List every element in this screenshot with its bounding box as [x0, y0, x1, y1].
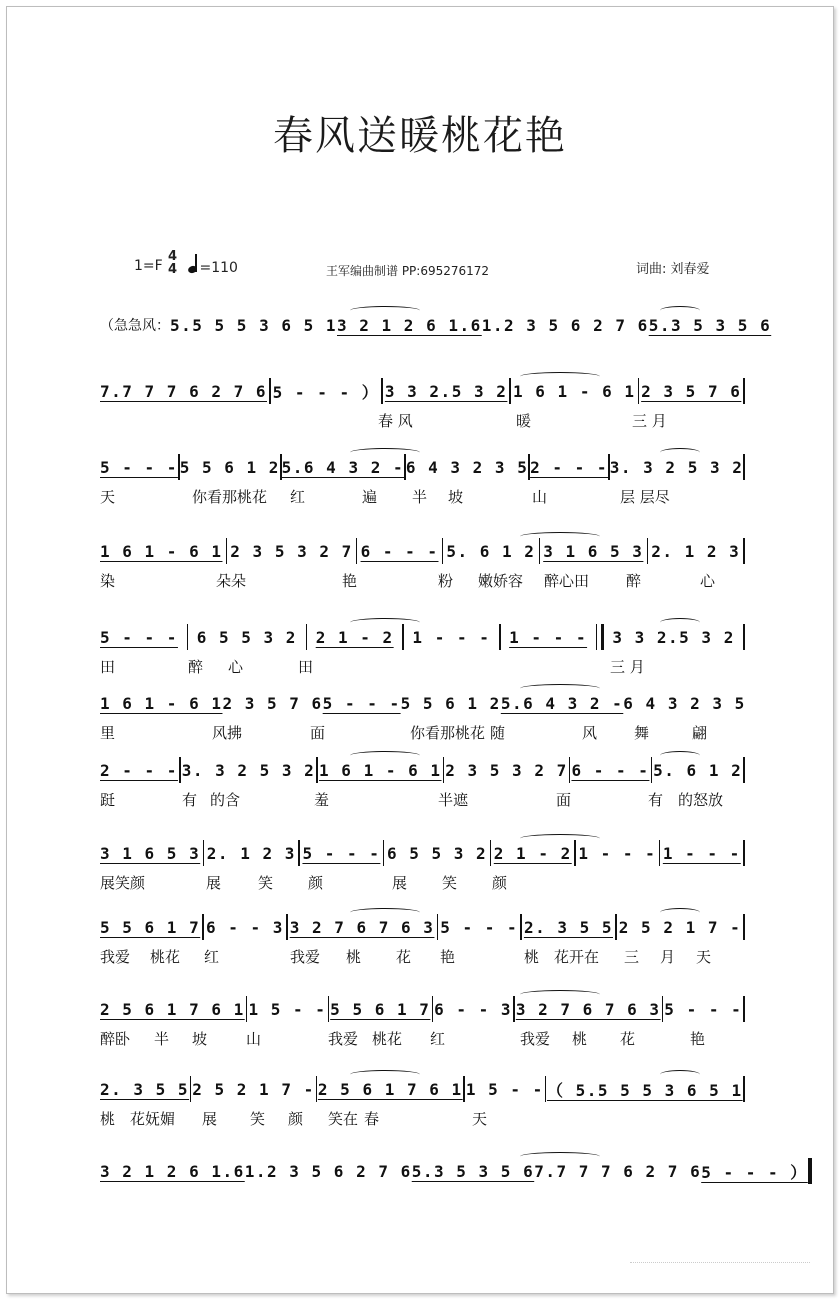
- lyric-word: 花: [396, 948, 412, 966]
- slur-arc: [520, 990, 600, 999]
- measure-notes: 5 - - -: [100, 457, 178, 477]
- measure-notes: 7.7 7 7 6 2 7 6: [534, 1161, 702, 1181]
- lyric-word: 我爱: [520, 1030, 551, 1048]
- measure-notes: 2 3 5 7 6: [222, 693, 323, 713]
- slur-arc: [520, 1152, 600, 1161]
- measure-notes: 2 3 5 3 2 7: [230, 541, 353, 561]
- lyric-word: 有: [182, 791, 198, 809]
- measure-notes: 2. 1 2 3: [651, 541, 741, 561]
- note-row: [100, 840, 745, 866]
- barline: [539, 538, 541, 564]
- barline: [442, 538, 444, 564]
- score-line: [100, 914, 745, 984]
- lyric-word: 春 风: [378, 412, 413, 430]
- note-row: [100, 757, 745, 783]
- lyric-word: 田: [100, 658, 116, 676]
- lyric-word: 红: [290, 488, 306, 506]
- barline: [246, 996, 248, 1022]
- lyric-row: [100, 656, 745, 676]
- tempo-value: =110: [199, 260, 238, 276]
- measure-notes: 5 - - -: [440, 917, 519, 937]
- lyric-word: 坡: [448, 488, 464, 506]
- slur-arc: [520, 532, 600, 541]
- measure-notes: 2. 1 2 3: [206, 843, 296, 863]
- note-row: [100, 312, 772, 338]
- note-row: [100, 1158, 808, 1184]
- barline: [306, 624, 308, 650]
- lyric-word: 桃: [524, 948, 540, 966]
- slur-arc: [520, 834, 600, 843]
- measure-notes: 1 - - -: [578, 843, 657, 863]
- lyric-word: 我爱: [328, 1030, 359, 1048]
- time-signature-top: 4: [168, 249, 178, 264]
- slur-arc: [660, 908, 700, 917]
- measure-notes: 3 1 6 5 3: [543, 541, 644, 561]
- measure-notes: 1.2 3 5 6 2 7 6: [244, 1161, 412, 1181]
- lyric-word: 的怒放: [678, 791, 724, 809]
- intro-marking: （急急风：: [100, 318, 170, 334]
- lyric-word: 醉: [188, 658, 204, 676]
- note-row: [100, 914, 745, 940]
- measure-notes: 5 5 6 1 2: [179, 457, 280, 477]
- lyric-word: 桃: [572, 1030, 588, 1048]
- lyric-word: 花: [620, 1030, 636, 1048]
- slur-arc: [520, 684, 600, 693]
- score-line: [100, 1076, 745, 1146]
- lyric-word: 羞: [314, 791, 330, 809]
- score-line: [100, 840, 745, 910]
- measure-notes: 3 2 7 6 7 6 3: [289, 917, 435, 937]
- lyric-row: [100, 1190, 745, 1210]
- slur-arc: [660, 306, 700, 315]
- repeat-barline: [596, 624, 604, 650]
- watermark-scribble: [630, 1262, 810, 1269]
- lyric-word: 半: [154, 1030, 170, 1048]
- lyric-word: 山: [246, 1030, 262, 1048]
- measure-notes: 1 6 1 - 6 1: [513, 381, 636, 401]
- barline: [615, 914, 617, 940]
- measure-notes: 6 5 5 3 2: [386, 843, 488, 863]
- barline: [383, 840, 385, 866]
- lyric-word: 心: [700, 572, 716, 590]
- measure-notes: 5 - - - ）: [701, 1162, 808, 1182]
- lyric-word: 颜: [492, 874, 508, 892]
- measure-notes: 1 - - -: [412, 627, 491, 647]
- lyric-word: 醉心田: [544, 572, 590, 590]
- score-line: [100, 757, 745, 827]
- barline: [574, 840, 576, 866]
- score-line: [100, 312, 772, 382]
- measure-notes: 1 - - -: [509, 627, 588, 647]
- measure-notes: 2. 3 5 5: [523, 917, 613, 937]
- barline: [226, 538, 228, 564]
- measure-notes: 2 1 - 2: [493, 843, 572, 863]
- note-row: [100, 378, 745, 404]
- lyric-word: 春: [364, 1110, 380, 1128]
- lyric-word: 展: [202, 1110, 218, 1128]
- slur-arc: [350, 448, 420, 457]
- lyric-word: 颜: [308, 874, 324, 892]
- measure-notes: 5. 6 1 2: [653, 760, 743, 780]
- lyric-word: 你看那桃花: [192, 488, 268, 506]
- slur-arc: [660, 1070, 700, 1079]
- lyric-word: 桃花: [150, 948, 181, 966]
- measure-notes: 2 5 2 1 7 -: [618, 917, 742, 937]
- measure-notes: 2 5 6 1 7 6 1: [317, 1079, 463, 1099]
- barline: [743, 538, 745, 564]
- lyric-word: 你看那桃花: [410, 724, 486, 742]
- measure-notes: 5 5 6 1 7: [100, 917, 201, 937]
- lyric-word: 天: [100, 488, 116, 506]
- lyric-word: 风拂: [212, 724, 243, 742]
- lyric-row: [100, 570, 745, 590]
- time-signature-bottom: 4: [168, 262, 178, 277]
- lyric-row: [100, 344, 745, 364]
- measure-notes: 1 5 - -: [465, 1079, 544, 1099]
- lyric-word: 醉卧: [100, 1030, 131, 1048]
- lyric-word: 有: [648, 791, 664, 809]
- lyric-word: 展: [392, 874, 408, 892]
- lyric-row: [100, 722, 745, 742]
- barline: [463, 1076, 465, 1102]
- barline: [520, 914, 522, 940]
- measure-notes: 1.2 3 5 6 2 7 6: [481, 315, 649, 335]
- measure-notes: 5 5 6 1 2: [400, 693, 501, 713]
- slur-arc: [350, 618, 420, 627]
- lyric-word: 暖: [516, 412, 532, 430]
- barline: [638, 378, 640, 404]
- arranger-credit: 王军编曲制谱 PP:695276172: [326, 264, 490, 278]
- lyric-word: 红: [204, 948, 220, 966]
- measure-notes: 6 - - -: [571, 760, 650, 780]
- lyric-word: 笑: [258, 874, 274, 892]
- measure-notes: 3 3 2.5 3 2: [384, 381, 508, 401]
- lyric-word: 艳: [342, 572, 358, 590]
- measure-notes: 2 - - -: [100, 760, 178, 780]
- lyric-word: 颜: [288, 1110, 304, 1128]
- repeat-barline: [808, 1158, 812, 1184]
- score-line: [100, 996, 745, 1066]
- note-row: [100, 996, 745, 1022]
- measure-notes: 5.6 4 3 2 -: [281, 457, 405, 477]
- barline: [402, 624, 404, 650]
- measure-notes: 6 - - 3: [434, 999, 513, 1019]
- lyric-word: 翩: [692, 724, 708, 742]
- barline: [662, 996, 664, 1022]
- slur-arc: [350, 1070, 420, 1079]
- measure-notes: 1 5 - -: [248, 999, 327, 1019]
- barline: [647, 538, 649, 564]
- barline: [490, 840, 492, 866]
- measure-notes: 3 1 6 5 3: [100, 843, 201, 863]
- barline: [437, 914, 439, 940]
- measure-notes: 6 - - 3: [205, 917, 284, 937]
- key-signature: 1=F: [134, 258, 163, 274]
- barline: [356, 538, 358, 564]
- lyric-word: 心: [228, 658, 244, 676]
- barline: [513, 996, 515, 1022]
- measure-notes: 3 2 1 2 6 1.6: [100, 1161, 245, 1181]
- lyric-word: 花妩媚: [130, 1110, 176, 1128]
- barline: [179, 757, 181, 783]
- measure-notes: 5.3 5 3 5 6: [411, 1161, 535, 1181]
- lyric-word: 朵朵: [216, 572, 247, 590]
- measure-notes: 3. 3 2 5 3 2: [181, 760, 316, 780]
- lyric-word: 展: [206, 874, 222, 892]
- measure-notes: 5. 6 1 2: [446, 541, 536, 561]
- measure-notes: 5.5 5 5 3 6 5 1: [170, 315, 337, 335]
- lyric-word: 笑: [442, 874, 458, 892]
- slur-arc: [350, 306, 420, 315]
- barline: [743, 757, 745, 783]
- lyric-word: 艳: [690, 1030, 706, 1048]
- slur-arc: [520, 372, 600, 381]
- note-row: [100, 1076, 745, 1102]
- measure-notes: 2. 3 5 5: [100, 1079, 190, 1099]
- measure-notes: 2 3 5 7 6: [641, 381, 742, 401]
- measure-notes: 5.6 4 3 2 -: [500, 693, 624, 713]
- barline: [187, 624, 189, 650]
- lyric-row: [100, 872, 745, 892]
- lyric-word: 醉: [626, 572, 642, 590]
- lyric-word: 舞: [634, 724, 650, 742]
- measure-notes: 5 - - - ）: [272, 382, 380, 402]
- lyric-word: 三 月: [610, 658, 645, 676]
- barline: [743, 378, 745, 404]
- barline: [509, 378, 511, 404]
- note-stem-icon: [195, 254, 197, 272]
- measure-notes: 2 5 2 1 7 -: [192, 1079, 315, 1099]
- barline: [381, 378, 383, 404]
- tempo-marking: [188, 258, 238, 276]
- barline: [659, 840, 661, 866]
- composer-credit: 词曲: 刘春爱: [636, 262, 710, 277]
- lyric-word: 艳: [440, 948, 456, 966]
- lyric-word: 里: [100, 724, 116, 742]
- barline: [743, 1076, 745, 1102]
- measure-notes: 1 6 1 - 6 1: [100, 693, 223, 713]
- lyric-word: 半遮: [438, 791, 469, 809]
- measure-notes: 6 5 5 3 2: [196, 627, 297, 647]
- barline: [202, 914, 204, 940]
- slur-arc: [350, 908, 420, 917]
- lyric-word: 的含: [210, 791, 241, 809]
- barline: [316, 757, 318, 783]
- barline: [743, 840, 745, 866]
- slur-arc: [660, 448, 700, 457]
- barline: [203, 840, 205, 866]
- measure-notes: 2 - - -: [530, 457, 609, 477]
- lyric-word: 坡: [192, 1030, 208, 1048]
- lyric-word: 展笑颜: [100, 874, 146, 892]
- barline: [569, 757, 571, 783]
- barline: [269, 378, 271, 404]
- lyric-row: [100, 946, 745, 966]
- lyric-word: 桃花: [372, 1030, 403, 1048]
- measure-notes: 6 4 3 2 3 5: [405, 457, 529, 477]
- lyric-word: 山: [532, 488, 548, 506]
- barline: [743, 624, 745, 650]
- measure-notes: 1 - - -: [662, 843, 741, 863]
- measure-notes: （ 5.5 5 5 3 6 5 1: [546, 1080, 743, 1100]
- lyric-word: 月: [660, 948, 676, 966]
- lyric-word: 三 月: [632, 412, 667, 430]
- measure-notes: 6 4 3 2 3 5: [623, 693, 746, 713]
- barline: [443, 757, 445, 783]
- barline: [328, 996, 330, 1022]
- lyric-word: 跹: [100, 791, 116, 809]
- measure-notes: 3 3 2.5 3 2: [612, 627, 735, 647]
- barline: [432, 996, 434, 1022]
- lyric-word: 面: [310, 724, 326, 742]
- score-line: [100, 690, 745, 760]
- barline: [743, 996, 745, 1022]
- barline: [743, 914, 745, 940]
- lyric-word: 天: [696, 948, 712, 966]
- barline: [190, 1076, 192, 1102]
- measure-notes: 1 6 1 - 6 1: [319, 760, 442, 780]
- measure-notes: 2 5 6 1 7 6 1: [100, 999, 245, 1019]
- lyric-word: 我爱: [100, 948, 131, 966]
- barline: [316, 1076, 318, 1102]
- lyric-word: 遍: [362, 488, 378, 506]
- lyric-word: 笑: [250, 1110, 266, 1128]
- measure-notes: 5.3 5 3 5 6: [648, 315, 772, 335]
- barline: [298, 840, 300, 866]
- measure-notes: 5 - - -: [322, 693, 401, 713]
- barline: [499, 624, 501, 650]
- lyric-word: 染: [100, 572, 116, 590]
- lyric-row: [100, 1028, 745, 1048]
- measure-notes: 2 3 5 3 2 7: [445, 760, 568, 780]
- note-row: [100, 538, 745, 564]
- lyric-word: 半: [412, 488, 428, 506]
- score-line: [100, 624, 745, 694]
- barline: [286, 914, 288, 940]
- lyric-word: 层 层尽: [620, 488, 670, 506]
- measure-notes: 3 2 1 2 6 1.6: [337, 315, 482, 335]
- lyric-word: 天: [472, 1110, 488, 1128]
- lyric-row: [100, 410, 745, 430]
- measure-notes: 6 - - -: [360, 541, 439, 561]
- lyric-word: 面: [556, 791, 572, 809]
- lyric-word: 我爱: [290, 948, 321, 966]
- slur-arc: [350, 751, 420, 760]
- score-line: [100, 538, 745, 608]
- measure-notes: 2 1 - 2: [315, 627, 394, 647]
- measure-notes: 5 - - -: [302, 843, 381, 863]
- measure-notes: 3. 3 2 5 3 2: [609, 457, 744, 477]
- song-title: 春风送暖桃花艳: [273, 113, 567, 159]
- slur-arc: [660, 618, 700, 627]
- measure-notes: 5 - - -: [664, 999, 743, 1019]
- lyric-word: 三: [624, 948, 640, 966]
- lyric-word: 笑在: [328, 1110, 359, 1128]
- lyric-word: 红: [430, 1030, 446, 1048]
- measure-notes: 5 5 6 1 7: [330, 999, 431, 1019]
- lyric-word: 田: [298, 658, 314, 676]
- lyric-word: 嫩娇容: [478, 572, 524, 590]
- note-row: [100, 454, 745, 480]
- barline: [651, 757, 653, 783]
- lyric-word: 桃: [100, 1110, 116, 1128]
- measure-notes: 5 - - -: [100, 627, 178, 647]
- score-line: [100, 378, 745, 448]
- lyric-row: [100, 1108, 745, 1128]
- lyric-word: 随: [490, 724, 506, 742]
- lyric-word: 花开在: [554, 948, 600, 966]
- lyric-word: 风: [582, 724, 598, 742]
- note-row: [100, 624, 745, 650]
- slur-arc: [660, 751, 700, 760]
- barline: [743, 454, 745, 480]
- score-line: [100, 454, 745, 524]
- note-row: [100, 690, 745, 716]
- measure-notes: 3 2 7 6 7 6 3: [515, 999, 661, 1019]
- score-line: [100, 1158, 808, 1228]
- lyric-word: 桃: [346, 948, 362, 966]
- lyric-row: [100, 789, 745, 809]
- measure-notes: 1 6 1 - 6 1: [100, 541, 223, 561]
- lyric-row: [100, 486, 745, 506]
- barline: [545, 1076, 547, 1102]
- lyric-word: 粉: [438, 572, 454, 590]
- measure-notes: 7.7 7 7 6 2 7 6: [100, 381, 267, 401]
- time-signature: [168, 250, 177, 276]
